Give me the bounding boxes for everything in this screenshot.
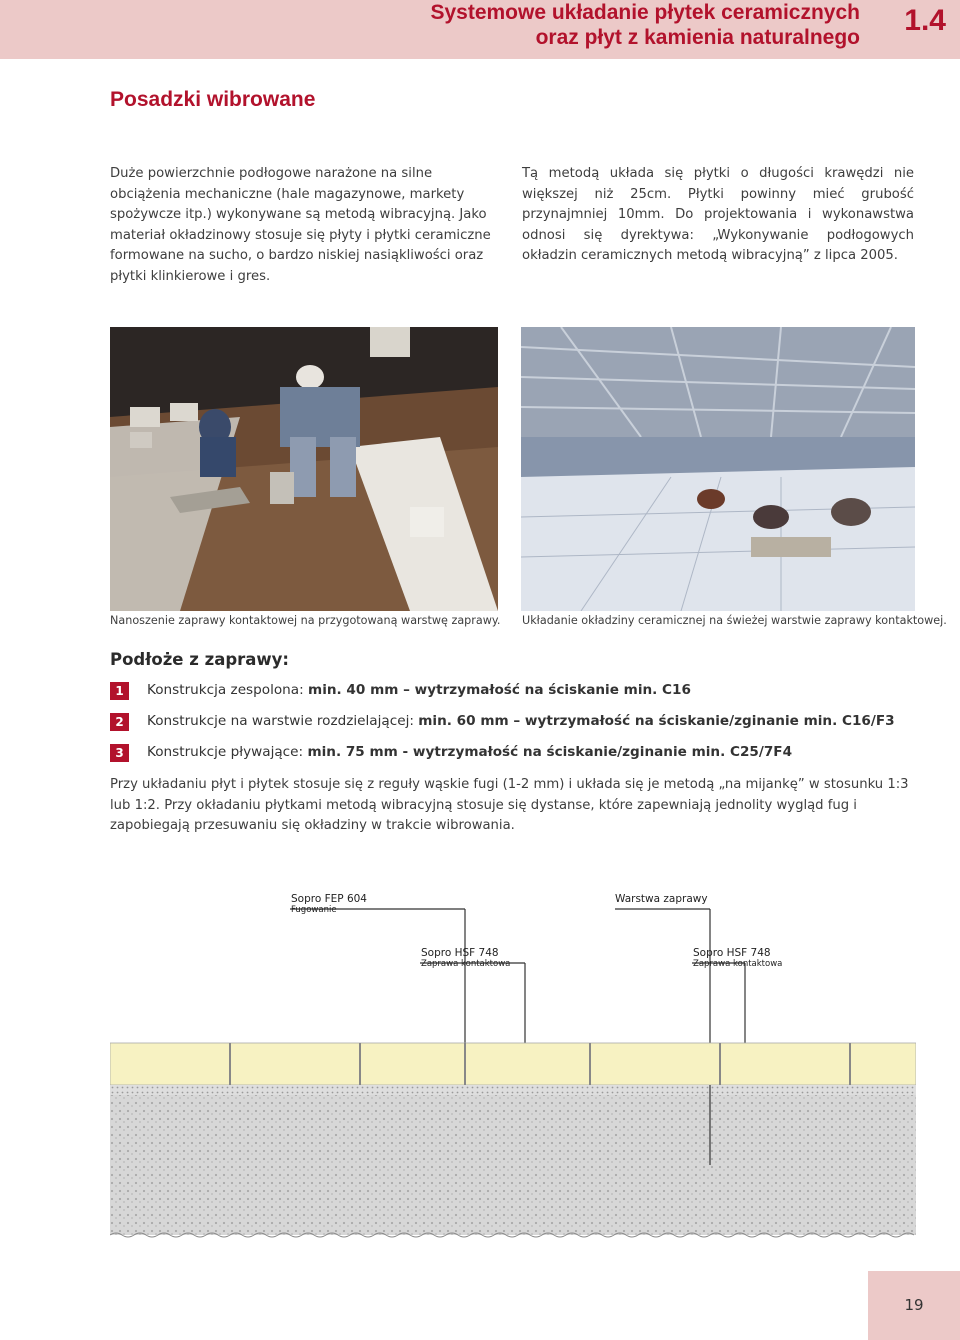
header-title-line1: Systemowe układanie płytek ceramicznych <box>430 1 860 24</box>
list-item <box>110 681 930 712</box>
list-item <box>110 743 930 774</box>
list-label: Konstrukcja zespolona: <box>147 682 309 698</box>
label-hsf748-left: Sopro HSF 748 Zaprawa kontaktowa <box>421 947 511 969</box>
substrate-list <box>110 681 930 774</box>
header-title-line2: oraz płyt z kamienia naturalnego <box>535 26 860 49</box>
label-fep604: Sopro FEP 604 Fugowanie <box>291 893 367 915</box>
caption-right: Układanie okładziny ceramicznej na świeżej warstwie zaprawy kontaktowej. <box>522 614 947 627</box>
cross-section-diagram <box>110 885 916 1240</box>
photo-applying-mortar <box>110 327 498 611</box>
list-number: 3 <box>110 744 129 762</box>
list-number: 2 <box>110 713 129 731</box>
list-item <box>110 712 930 743</box>
list-value: min. 75 mm - wytrzymałość na ściskanie/zginanie min. C25/7F4 <box>307 744 793 760</box>
list-value: min. 60 mm – wytrzymałość na ściskanie/zginanie min. C16/F3 <box>418 713 895 729</box>
photo-laying-tiles <box>521 327 915 611</box>
section-title: Posadzki wibrowane <box>110 88 316 111</box>
list-number: 1 <box>110 682 129 700</box>
list-label: Konstrukcje na warstwie rozdzielającej: <box>147 713 419 729</box>
substrate-title: Podłoże z zaprawy: <box>110 650 290 669</box>
list-value: min. 40 mm – wytrzymałość na ściskanie min. C16 <box>308 682 691 698</box>
label-hsf748-right: Sopro HSF 748 Zaprawa kontaktowa <box>693 947 783 969</box>
list-label: Konstrukcje pływające: <box>147 744 308 760</box>
joint-paragraph: Przy układaniu płyt i płytek stosuje się z reguły wąskie fugi (1-2 mm) i układa się je metodą „na mijankę” w stosunku 1:3 lub 1:2. Przy okładaniu płytkami metodą wibracyjną stosuje się dystanse, które zapewniają jednolity wygląd fug i zapobiegają przesuwaniu się okładziny w trakcie wibrowania. <box>110 777 909 834</box>
caption-left: Nanoszenie zaprawy kontaktowej na przygotowaną warstwę zaprawy. <box>110 614 501 627</box>
intro-left-paragraph: Duże powierzchnie podłogowe narażone na silne obciążenia mechaniczne (hale magazynowe, markety spożywcze itp.) wykonywane są metodą wibracyjną. Jako materiał okładzinowy stosuje się płyty i płytki ceramiczne formowane na sucho, o bardzo niskiej nasiąkliwości oraz płytki klinkierowe i gres. <box>110 166 491 284</box>
label-mortar-layer: Warstwa zaprawy <box>615 893 708 905</box>
chapter-number: 1.4 <box>904 4 946 37</box>
header-title <box>260 0 860 50</box>
page-number: 19 <box>904 1296 924 1314</box>
intro-right-paragraph: Tą metodą układa się płytki o długości krawędzi nie większej niż 25cm. Płytki powinny mieć grubość przynajmniej 10mm. Do projektowania i wykonawstwa odnosi się dyrektywa: „Wykonywanie podłogowych okładzin ceramicznych metodą wibracyjną” z lipca 2005. <box>522 166 914 264</box>
